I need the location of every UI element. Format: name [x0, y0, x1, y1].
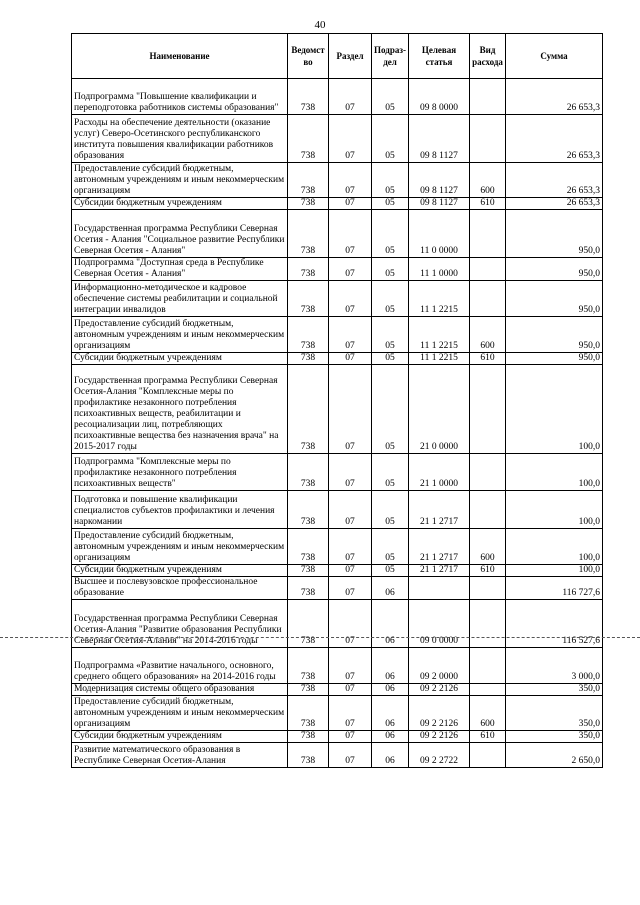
- cell-razdel: 07: [329, 684, 372, 696]
- table-row: [72, 529, 603, 565]
- cell-expense-type: [470, 365, 506, 454]
- cell-target-article: 11 1 0000: [409, 258, 470, 281]
- cell-name: Информационно-методическое и кадровое обеспечение системы реабилитации и социальной интеграции инвалидов: [72, 281, 288, 317]
- cell-name: Субсидии бюджетным учреждениям: [72, 353, 288, 365]
- cell-name: Высшее и послевузовское профессиональное образование: [72, 577, 288, 600]
- cell-sum: 350,0: [506, 731, 603, 743]
- page-number: 40: [314, 19, 326, 31]
- cell-name: Предоставление субсидий бюджетным, автономным учреждениям и иным некоммерческим организациям: [72, 163, 288, 198]
- cell-vedomstvo: 738: [288, 317, 329, 353]
- cell-name: Подпрограмма «Развитие начального, основного, среднего общего образования» на 2014-2016 годы: [72, 648, 288, 684]
- cell-target-article: 21 0 0000: [409, 365, 470, 454]
- cell-expense-type: 600: [470, 163, 506, 198]
- cell-name: Предоставление субсидий бюджетным, автономным учреждениям и иным некоммерческим организациям: [72, 529, 288, 565]
- cell-expense-type: 610: [470, 198, 506, 210]
- cell-razdel: 07: [329, 365, 372, 454]
- cell-sum: 26 653,3: [506, 115, 603, 163]
- cell-sum: 100,0: [506, 565, 603, 577]
- cell-podrazdel: 06: [372, 684, 409, 696]
- cell-target-article: 09 2 2126: [409, 684, 470, 696]
- cell-vedomstvo: 738: [288, 600, 329, 648]
- cell-target-article: 09 2 2126: [409, 696, 470, 731]
- cell-name: Подпрограмма "Комплексные меры по профилактике незаконного потребления психоактивных веществ": [72, 454, 288, 491]
- cell-sum: 26 653,3: [506, 79, 603, 115]
- cell-expense-type: [470, 115, 506, 163]
- cell-podrazdel: 05: [372, 281, 409, 317]
- header-sum: Сумма: [506, 34, 603, 79]
- cell-expense-type: [470, 281, 506, 317]
- cell-expense-type: 610: [470, 731, 506, 743]
- cell-expense-type: 600: [470, 696, 506, 731]
- cell-target-article: 21 1 2717: [409, 529, 470, 565]
- cell-vedomstvo: 738: [288, 529, 329, 565]
- cell-target-article: 09 8 1127: [409, 198, 470, 210]
- header-target-article: Целевая статья: [409, 34, 470, 79]
- cell-expense-type: 610: [470, 565, 506, 577]
- header-row: [72, 34, 603, 79]
- cell-expense-type: [470, 743, 506, 768]
- cell-expense-type: 610: [470, 353, 506, 365]
- cell-sum: 100,0: [506, 454, 603, 491]
- cell-razdel: 07: [329, 565, 372, 577]
- header-name: Наименование: [72, 34, 288, 79]
- cell-podrazdel: 05: [372, 353, 409, 365]
- cell-target-article: 11 1 2215: [409, 281, 470, 317]
- cell-razdel: 07: [329, 198, 372, 210]
- cell-vedomstvo: 738: [288, 281, 329, 317]
- cell-target-article: 11 1 2215: [409, 353, 470, 365]
- cell-expense-type: [470, 210, 506, 258]
- cell-razdel: 07: [329, 743, 372, 768]
- cell-podrazdel: 05: [372, 198, 409, 210]
- table-header: [72, 34, 603, 79]
- table-row: [72, 600, 603, 648]
- cell-name: Модернизация системы общего образования: [72, 684, 288, 696]
- cell-vedomstvo: 738: [288, 365, 329, 454]
- cell-target-article: 09 8 1127: [409, 115, 470, 163]
- cell-target-article: 09 8 1127: [409, 163, 470, 198]
- table-row: [72, 454, 603, 491]
- cell-expense-type: [470, 684, 506, 696]
- cell-vedomstvo: 738: [288, 731, 329, 743]
- table-row: [72, 743, 603, 768]
- cell-vedomstvo: 738: [288, 198, 329, 210]
- cell-target-article: 21 1 0000: [409, 454, 470, 491]
- cell-sum: 950,0: [506, 281, 603, 317]
- cell-vedomstvo: 738: [288, 696, 329, 731]
- cell-razdel: 07: [329, 454, 372, 491]
- cell-expense-type: [470, 600, 506, 648]
- cell-target-article: 11 1 2215: [409, 317, 470, 353]
- table-row: [72, 648, 603, 684]
- cell-razdel: 07: [329, 281, 372, 317]
- cell-vedomstvo: 738: [288, 491, 329, 529]
- table-body: [72, 79, 603, 768]
- cell-name: Субсидии бюджетным учреждениям: [72, 731, 288, 743]
- cell-target-article: 21 1 2717: [409, 491, 470, 529]
- cell-podrazdel: 05: [372, 491, 409, 529]
- cell-podrazdel: 05: [372, 529, 409, 565]
- cell-expense-type: 600: [470, 529, 506, 565]
- cell-expense-type: [470, 454, 506, 491]
- cell-sum: 3 000,0: [506, 648, 603, 684]
- cell-sum: 100,0: [506, 491, 603, 529]
- cell-razdel: 07: [329, 491, 372, 529]
- cell-razdel: 07: [329, 600, 372, 648]
- table-row: [72, 491, 603, 529]
- cell-razdel: 07: [329, 648, 372, 684]
- cell-expense-type: [470, 648, 506, 684]
- cell-target-article: 09 2 2722: [409, 743, 470, 768]
- cell-name: Подпрограмма "Повышение квалификации и переподготовка работников системы образования": [72, 79, 288, 115]
- cell-name: Предоставление субсидий бюджетным, автономным учреждениям и иным некоммерческим организациям: [72, 696, 288, 731]
- cell-razdel: 07: [329, 577, 372, 600]
- cell-podrazdel: 06: [372, 600, 409, 648]
- table-row: [72, 210, 603, 258]
- cell-sum: 116 527,6: [506, 600, 603, 648]
- table-row: [72, 258, 603, 281]
- cell-vedomstvo: 738: [288, 565, 329, 577]
- cell-vedomstvo: 738: [288, 684, 329, 696]
- cell-target-article: [409, 577, 470, 600]
- cell-expense-type: [470, 79, 506, 115]
- cell-vedomstvo: 738: [288, 577, 329, 600]
- header-expense-type: Вид расхода: [470, 34, 506, 79]
- cell-sum: 116 727,6: [506, 577, 603, 600]
- header-vedomstvo: Ведомст во: [288, 34, 329, 79]
- table-row: [72, 317, 603, 353]
- table-row: [72, 353, 603, 365]
- cell-name: Субсидии бюджетным учреждениям: [72, 565, 288, 577]
- budget-table: [71, 33, 603, 768]
- cell-target-article: 09 8 0000: [409, 79, 470, 115]
- cell-sum: 950,0: [506, 317, 603, 353]
- table-row: [72, 79, 603, 115]
- cell-podrazdel: 05: [372, 317, 409, 353]
- cell-target-article: 21 1 2717: [409, 565, 470, 577]
- cell-podrazdel: 06: [372, 731, 409, 743]
- cell-podrazdel: 06: [372, 577, 409, 600]
- cell-vedomstvo: 738: [288, 115, 329, 163]
- cell-vedomstvo: 738: [288, 210, 329, 258]
- table-row: [72, 684, 603, 696]
- header-razdel: Раздел: [329, 34, 372, 79]
- cell-name: Расходы на обеспечение деятельности (оказание услуг) Северо-Осетинского республиканского института повышения квалификации работников образования: [72, 115, 288, 163]
- cell-podrazdel: 05: [372, 365, 409, 454]
- table-row: [72, 365, 603, 454]
- cell-sum: 950,0: [506, 210, 603, 258]
- cell-razdel: 07: [329, 210, 372, 258]
- cell-podrazdel: 05: [372, 258, 409, 281]
- cell-target-article: 09 2 0000: [409, 648, 470, 684]
- cell-sum: 100,0: [506, 365, 603, 454]
- cell-podrazdel: 05: [372, 210, 409, 258]
- table-row: [72, 163, 603, 198]
- cell-razdel: 07: [329, 163, 372, 198]
- cell-sum: 350,0: [506, 696, 603, 731]
- table-row: [72, 577, 603, 600]
- cell-expense-type: [470, 258, 506, 281]
- table-row: [72, 731, 603, 743]
- cell-podrazdel: 06: [372, 696, 409, 731]
- cell-podrazdel: 06: [372, 648, 409, 684]
- cell-razdel: 07: [329, 115, 372, 163]
- cell-expense-type: [470, 577, 506, 600]
- table-row: [72, 696, 603, 731]
- cell-vedomstvo: 738: [288, 648, 329, 684]
- cell-vedomstvo: 738: [288, 163, 329, 198]
- cell-sum: 950,0: [506, 258, 603, 281]
- cell-razdel: 07: [329, 731, 372, 743]
- cell-razdel: 07: [329, 258, 372, 281]
- cell-name: Государственная программа Республики Северная Осетия-Алания "Развитие образования Республики Северная Осетия-Алания" на 2014-2016 годы: [72, 600, 288, 648]
- table-row: [72, 198, 603, 210]
- scan-cut-line: [0, 637, 640, 638]
- cell-razdel: 07: [329, 529, 372, 565]
- cell-name: Подпрограмма "Доступная среда в Республике Северная Осетия - Алания": [72, 258, 288, 281]
- cell-podrazdel: 06: [372, 743, 409, 768]
- cell-razdel: 07: [329, 353, 372, 365]
- cell-target-article: 11 0 0000: [409, 210, 470, 258]
- cell-vedomstvo: 738: [288, 454, 329, 491]
- table-row: [72, 281, 603, 317]
- cell-podrazdel: 05: [372, 79, 409, 115]
- cell-expense-type: 600: [470, 317, 506, 353]
- cell-target-article: 09 0 0000: [409, 600, 470, 648]
- cell-razdel: 07: [329, 696, 372, 731]
- cell-vedomstvo: 738: [288, 743, 329, 768]
- header-podrazdel: Подраз- дел: [372, 34, 409, 79]
- cell-sum: 950,0: [506, 353, 603, 365]
- cell-vedomstvo: 738: [288, 258, 329, 281]
- cell-name: Развитие математического образования в Республике Северная Осетия-Алания: [72, 743, 288, 768]
- cell-sum: 2 650,0: [506, 743, 603, 768]
- cell-vedomstvo: 738: [288, 353, 329, 365]
- table-row: [72, 565, 603, 577]
- cell-vedomstvo: 738: [288, 79, 329, 115]
- cell-podrazdel: 05: [372, 454, 409, 491]
- cell-sum: 26 653,3: [506, 163, 603, 198]
- cell-podrazdel: 05: [372, 565, 409, 577]
- cell-name: Государственная программа Республики Северная Осетия-Алания "Комплексные меры по профилактике незаконного потребления психоактивных веществ, реабилитации и ресоциализации лиц, потребляющих психоактивные вещества без назначения врача" на 2015-2017 годы: [72, 365, 288, 454]
- cell-name: Подготовка и повышение квалификации специалистов субъектов профилактики и лечения наркомании: [72, 491, 288, 529]
- cell-name: Субсидии бюджетным учреждениям: [72, 198, 288, 210]
- cell-razdel: 07: [329, 317, 372, 353]
- cell-sum: 26 653,3: [506, 198, 603, 210]
- cell-sum: 350,0: [506, 684, 603, 696]
- cell-expense-type: [470, 491, 506, 529]
- cell-podrazdel: 05: [372, 163, 409, 198]
- cell-name: Предоставление субсидий бюджетным, автономным учреждениям и иным некоммерческим организациям: [72, 317, 288, 353]
- cell-sum: 100,0: [506, 529, 603, 565]
- cell-razdel: 07: [329, 79, 372, 115]
- table-row: [72, 115, 603, 163]
- cell-name: Государственная программа Республики Северная Осетия - Алания "Социальное развитие Республики Северная Осетия - Алания": [72, 210, 288, 258]
- cell-target-article: 09 2 2126: [409, 731, 470, 743]
- cell-podrazdel: 05: [372, 115, 409, 163]
